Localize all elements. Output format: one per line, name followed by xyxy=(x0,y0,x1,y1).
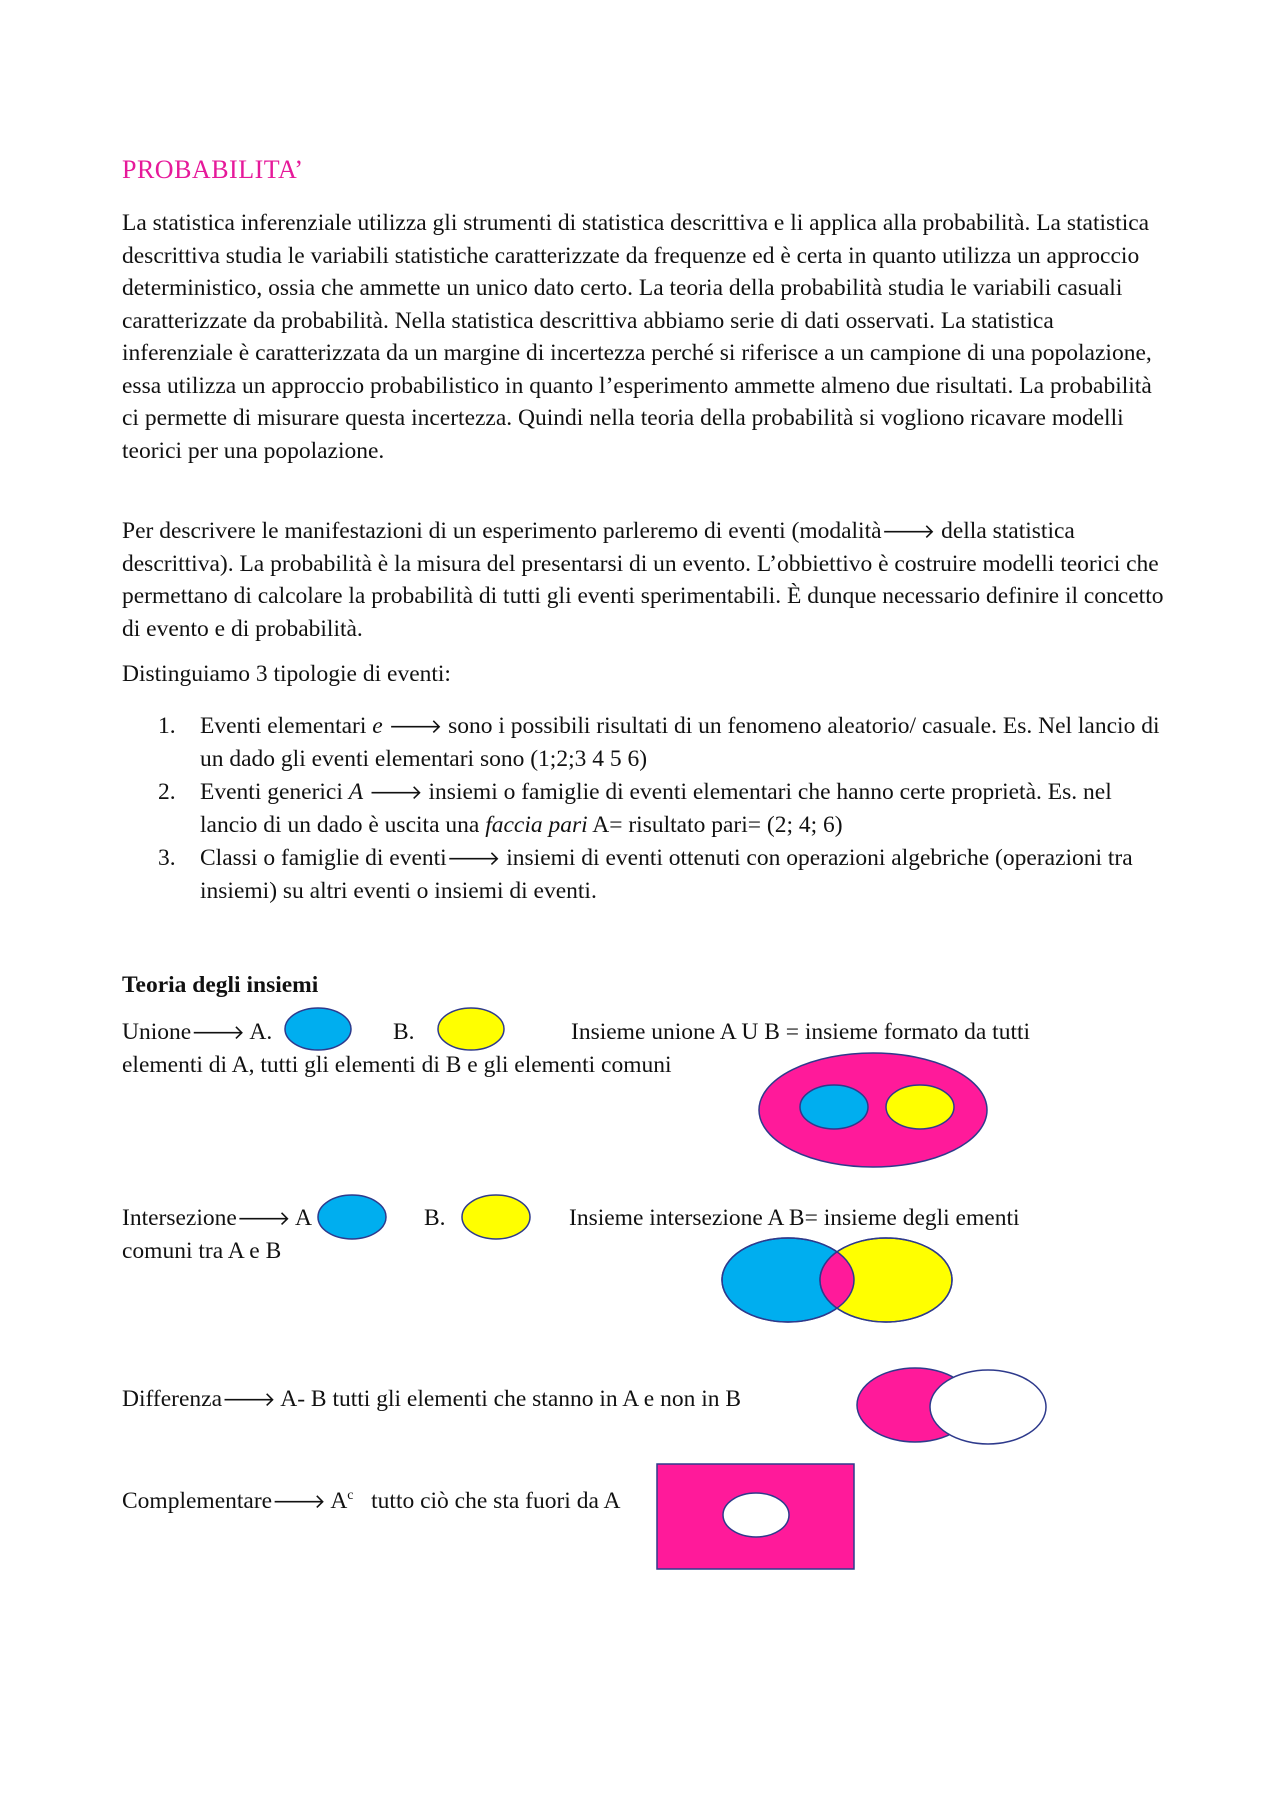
intersection-a-text: A xyxy=(290,1205,313,1231)
paragraph-events-part1: Per descrivere le manifestazioni di un esperimento parleremo di eventi (modalità xyxy=(122,518,882,544)
paragraph-events xyxy=(122,515,1167,645)
union-description-1: Insieme unione A U B = insieme formato da tutti xyxy=(571,1019,1031,1045)
set-a-ellipse xyxy=(316,1193,388,1241)
set-b-ellipse xyxy=(436,1006,506,1052)
paragraph-events-part2: della statistica descrittiva). La probabilità è la misura del presentarsi di un evento. L’obbiettivo è costruire modelli teorici che permettano di calcolare la probabilità di tutti gli eventi sperimentabili. È dunque necessario definire il concetto di evento e di probabilità. xyxy=(122,518,1164,642)
arrow-icon: 🡒 xyxy=(191,1020,245,1044)
set-a-ellipse xyxy=(283,1006,353,1052)
list-emphasis: e xyxy=(372,713,383,739)
list-text: insiemi o famiglie di eventi elementari che hanno certe proprietà. Es. nel lancio di un dado è uscita una xyxy=(200,779,1112,838)
arrow-icon: 🡒 xyxy=(881,519,936,543)
union-venn-diagram xyxy=(757,1050,989,1170)
intersection-venn-diagram xyxy=(720,1235,954,1325)
complement-a-text: A xyxy=(325,1488,348,1514)
list-text: A= risultato pari= (2; 4; 6) xyxy=(587,811,843,838)
difference-description: A- B tutti gli elementi che stanno in A e non in B xyxy=(275,1386,742,1412)
event-types-list xyxy=(122,710,1172,908)
arrow-icon: 🡒 xyxy=(446,846,501,870)
list-text: Eventi elementari xyxy=(200,713,373,739)
arrow-icon: 🡒 xyxy=(272,1489,326,1513)
difference-label-text: Differenza xyxy=(122,1386,223,1412)
arrow-icon: 🡒 xyxy=(222,1387,276,1411)
section-heading: Teoria degli insiemi xyxy=(122,972,319,998)
complement-diagram xyxy=(656,1463,856,1571)
list-number: 3. xyxy=(158,845,176,871)
set-b-ellipse xyxy=(460,1193,532,1241)
list-item xyxy=(122,776,1172,841)
list-number: 2. xyxy=(158,779,176,805)
intersection-label xyxy=(122,1202,312,1235)
union-b-label: B. xyxy=(393,1019,415,1045)
list-item xyxy=(122,842,1172,907)
union-a-text: A. xyxy=(244,1019,273,1045)
complement-label-text: Complementare xyxy=(122,1488,273,1514)
complement-superscript: c xyxy=(347,1488,354,1504)
list-text: sono i possibili risultati di un fenomeno aleatorio/ casuale. Es. Nel lancio di un dado gli eventi elementari sono (1;2;3 4 5 6) xyxy=(200,713,1160,772)
intersection-b-label: B. xyxy=(424,1205,446,1231)
list-emphasis: faccia pari xyxy=(485,811,588,838)
intersection-description-2: comuni tra A e B xyxy=(122,1238,282,1264)
arrow-icon: 🡒 xyxy=(388,714,443,738)
complement-label xyxy=(122,1485,620,1518)
arrow-icon: 🡒 xyxy=(236,1206,291,1230)
page-title: PROBABILITA’ xyxy=(122,155,304,184)
difference-label xyxy=(122,1383,741,1416)
list-item xyxy=(122,710,1172,775)
union-label-text: Unione xyxy=(122,1019,192,1045)
complement-description: tutto ciò che sta fuori da A xyxy=(371,1488,621,1514)
intersection-description-1: Insieme intersezione A B= insieme degli ementi xyxy=(569,1205,1020,1231)
list-text: insiemi di eventi ottenuti con operazioni algebriche (operazioni tra insiemi) su altri eventi o insiemi di eventi. xyxy=(200,845,1133,904)
difference-venn-diagram xyxy=(855,1365,1049,1447)
union-description-2: elementi di A, tutti gli elementi di B e gli elementi comuni xyxy=(122,1052,672,1078)
list-number: 1. xyxy=(158,713,176,739)
paragraph-intro: La statistica inferenziale utilizza gli strumenti di statistica descrittiva e li applica alla probabilità. La statistica descrittiva studia le variabili statistiche caratterizzate da frequenze ed è certa in quanto utilizza un approccio deterministico, ossia che ammette un unico dato certo. La teoria della probabilità studia le variabili casuali caratterizzate da probabilità. Nella statistica descrittiva abbiamo serie di dati osservati. La statistica inferenziale è caratterizzata da un margine di incertezza perché si riferisce a un campione di una popolazione, essa utilizza un approccio probabilistico in quanto l’esperimento ammette almeno due risultati. La probabilità ci permette di misurare questa incertezza. Quindi nella teoria della probabilità si vogliono ricavare modelli teorici per una popolazione. xyxy=(122,210,1152,464)
intersection-label-text: Intersezione xyxy=(122,1205,237,1231)
paragraph-types: Distinguiamo 3 tipologie di eventi: xyxy=(122,661,451,687)
list-text: Eventi generici xyxy=(200,779,349,805)
list-text: Classi o famiglie di eventi xyxy=(200,845,447,871)
union-label xyxy=(122,1016,272,1049)
list-emphasis: A xyxy=(348,779,364,805)
arrow-icon: 🡒 xyxy=(369,780,423,804)
